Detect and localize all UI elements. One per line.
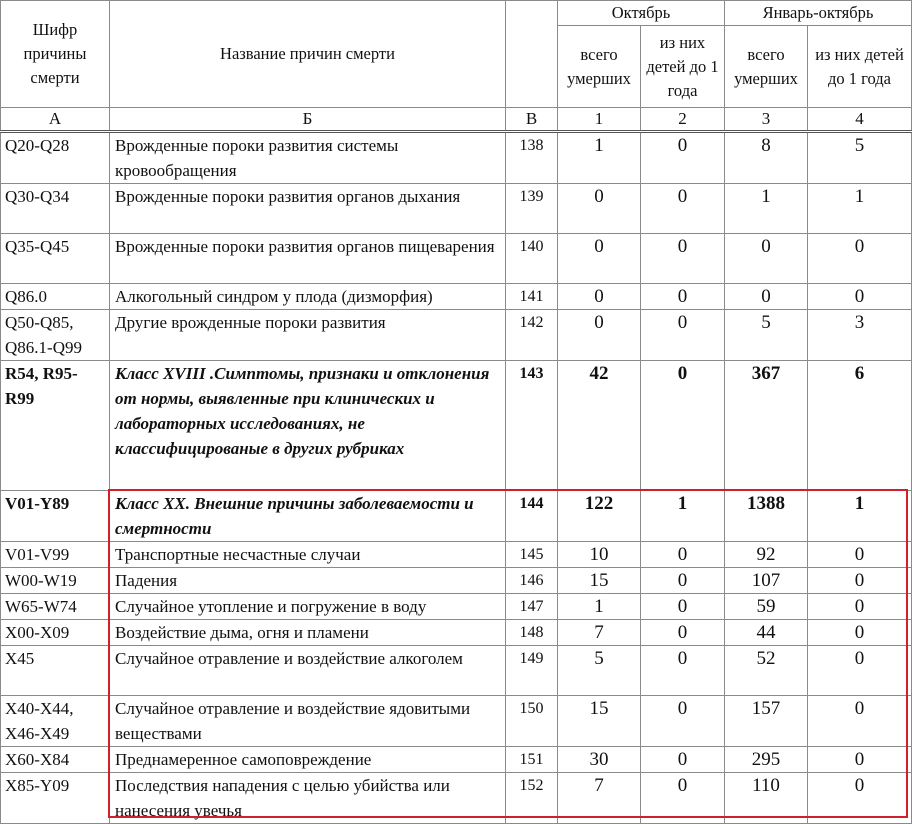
cause-name: Последствия нападения с целью убийства или нанесения увечья [110, 773, 506, 824]
row-number: 142 [506, 310, 558, 361]
cause-name: Врожденные пороки развития органов пищеварения [110, 234, 506, 284]
table-row [1, 620, 912, 646]
cause-code: X85-Y09 [1, 773, 110, 824]
table-row [1, 234, 912, 284]
cause-name: Транспортные несчастные случаи [110, 542, 506, 568]
row-number: 145 [506, 542, 558, 568]
october-children-deaths: 0 [641, 568, 725, 594]
table-row [1, 184, 912, 234]
cause-code: X45 [1, 646, 110, 696]
october-total-deaths: 7 [558, 773, 641, 824]
october-children-deaths: 0 [641, 773, 725, 824]
row-number: 138 [506, 132, 558, 184]
cause-code: X40-X44, X46-X49 [1, 696, 110, 747]
letter-4: 4 [808, 108, 912, 132]
cause-code: Q35-Q45 [1, 234, 110, 284]
letter-2: 2 [641, 108, 725, 132]
header-children-october: из них детей до 1 года [641, 26, 725, 108]
jan-oct-total-deaths: 92 [725, 542, 808, 568]
row-number: 152 [506, 773, 558, 824]
cause-code: X00-X09 [1, 620, 110, 646]
table-row [1, 568, 912, 594]
row-number: 146 [506, 568, 558, 594]
letter-a: А [1, 108, 110, 132]
jan-oct-total-deaths: 367 [725, 361, 808, 491]
cause-name: Врожденные пороки развития органов дыхания [110, 184, 506, 234]
october-total-deaths: 15 [558, 696, 641, 747]
jan-oct-children-deaths: 6 [808, 361, 912, 491]
october-children-deaths: 0 [641, 747, 725, 773]
october-total-deaths: 0 [558, 284, 641, 310]
table-row [1, 361, 912, 491]
row-number: 148 [506, 620, 558, 646]
october-total-deaths: 1 [558, 594, 641, 620]
jan-oct-children-deaths: 0 [808, 568, 912, 594]
cause-code: R54, R95-R99 [1, 361, 110, 491]
cause-name: Врожденные пороки развития системы кровообращения [110, 132, 506, 184]
table-row [1, 594, 912, 620]
jan-oct-total-deaths: 44 [725, 620, 808, 646]
october-children-deaths: 0 [641, 646, 725, 696]
jan-oct-total-deaths: 5 [725, 310, 808, 361]
october-total-deaths: 122 [558, 491, 641, 542]
cause-name: Алкогольный синдром у плода (дизморфия) [110, 284, 506, 310]
october-children-deaths: 0 [641, 184, 725, 234]
cause-code: X60-X84 [1, 747, 110, 773]
row-number: 149 [506, 646, 558, 696]
october-children-deaths: 0 [641, 284, 725, 310]
row-number: 144 [506, 491, 558, 542]
cause-code: V01-Y89 [1, 491, 110, 542]
letter-3: 3 [725, 108, 808, 132]
october-children-deaths: 0 [641, 361, 725, 491]
row-number: 141 [506, 284, 558, 310]
october-total-deaths: 10 [558, 542, 641, 568]
jan-oct-children-deaths: 0 [808, 696, 912, 747]
october-children-deaths: 0 [641, 696, 725, 747]
cause-name: Другие врожденные пороки развития [110, 310, 506, 361]
jan-oct-total-deaths: 107 [725, 568, 808, 594]
jan-oct-children-deaths: 0 [808, 542, 912, 568]
jan-oct-total-deaths: 295 [725, 747, 808, 773]
cause-name: Воздействие дыма, огня и пламени [110, 620, 506, 646]
jan-oct-total-deaths: 52 [725, 646, 808, 696]
letter-v: В [506, 108, 558, 132]
header-row-number [506, 1, 558, 108]
jan-oct-total-deaths: 0 [725, 234, 808, 284]
table-row [1, 284, 912, 310]
cause-code: W65-W74 [1, 594, 110, 620]
jan-oct-children-deaths: 0 [808, 594, 912, 620]
october-total-deaths: 42 [558, 361, 641, 491]
jan-oct-total-deaths: 59 [725, 594, 808, 620]
table-row [1, 491, 912, 542]
jan-oct-total-deaths: 157 [725, 696, 808, 747]
cause-code: Q86.0 [1, 284, 110, 310]
header-code: Шифр причины смерти [1, 1, 110, 108]
cause-name: Класс XVIII .Симптомы, признаки и отклонения от нормы, выявленные при клинических и лабораторных исследованиях, не классифицированые в других рубриках [110, 361, 506, 491]
jan-oct-children-deaths: 3 [808, 310, 912, 361]
cause-code: W00-W19 [1, 568, 110, 594]
cause-name: Преднамеренное самоповреждение [110, 747, 506, 773]
cause-name: Случайное отравление и воздействие ядовитыми веществами [110, 696, 506, 747]
header-total-deaths-october: всего умерших [558, 26, 641, 108]
jan-oct-children-deaths: 1 [808, 491, 912, 542]
row-number: 139 [506, 184, 558, 234]
table-row [1, 310, 912, 361]
row-number: 147 [506, 594, 558, 620]
jan-oct-total-deaths: 8 [725, 132, 808, 184]
jan-oct-children-deaths: 1 [808, 184, 912, 234]
october-children-deaths: 0 [641, 594, 725, 620]
table-row [1, 696, 912, 747]
cause-name: Случайное отравление и воздействие алкоголем [110, 646, 506, 696]
october-children-deaths: 0 [641, 542, 725, 568]
row-number: 151 [506, 747, 558, 773]
header-october: Октябрь [558, 1, 725, 26]
table-row [1, 132, 912, 184]
october-total-deaths: 30 [558, 747, 641, 773]
jan-oct-children-deaths: 5 [808, 132, 912, 184]
header-name: Название причин смерти [110, 1, 506, 108]
header-jan-oct: Январь-октябрь [725, 1, 912, 26]
row-number: 140 [506, 234, 558, 284]
october-total-deaths: 0 [558, 184, 641, 234]
jan-oct-children-deaths: 0 [808, 284, 912, 310]
cause-name: Случайное утопление и погружение в воду [110, 594, 506, 620]
table-row [1, 646, 912, 696]
table-row [1, 542, 912, 568]
october-total-deaths: 0 [558, 310, 641, 361]
october-children-deaths: 0 [641, 132, 725, 184]
cause-code: Q30-Q34 [1, 184, 110, 234]
october-total-deaths: 7 [558, 620, 641, 646]
october-total-deaths: 15 [558, 568, 641, 594]
letter-1: 1 [558, 108, 641, 132]
jan-oct-total-deaths: 110 [725, 773, 808, 824]
row-number: 143 [506, 361, 558, 491]
jan-oct-children-deaths: 0 [808, 234, 912, 284]
october-total-deaths: 5 [558, 646, 641, 696]
jan-oct-total-deaths: 0 [725, 284, 808, 310]
jan-oct-total-deaths: 1 [725, 184, 808, 234]
october-children-deaths: 0 [641, 234, 725, 284]
header-total-deaths-jan-oct: всего умерших [725, 26, 808, 108]
jan-oct-total-deaths: 1388 [725, 491, 808, 542]
cause-name: Падения [110, 568, 506, 594]
october-total-deaths: 1 [558, 132, 641, 184]
cause-name: Класс XX. Внешние причины заболеваемости и смертности [110, 491, 506, 542]
cause-code: V01-V99 [1, 542, 110, 568]
cause-code: Q50-Q85, Q86.1-Q99 [1, 310, 110, 361]
jan-oct-children-deaths: 0 [808, 646, 912, 696]
table-row [1, 773, 912, 824]
row-number: 150 [506, 696, 558, 747]
letter-b: Б [110, 108, 506, 132]
cause-code: Q20-Q28 [1, 132, 110, 184]
jan-oct-children-deaths: 0 [808, 747, 912, 773]
jan-oct-children-deaths: 0 [808, 620, 912, 646]
jan-oct-children-deaths: 0 [808, 773, 912, 824]
october-children-deaths: 0 [641, 620, 725, 646]
table-row [1, 747, 912, 773]
october-children-deaths: 0 [641, 310, 725, 361]
october-total-deaths: 0 [558, 234, 641, 284]
october-children-deaths: 1 [641, 491, 725, 542]
header-children-jan-oct: из них детей до 1 года [808, 26, 912, 108]
